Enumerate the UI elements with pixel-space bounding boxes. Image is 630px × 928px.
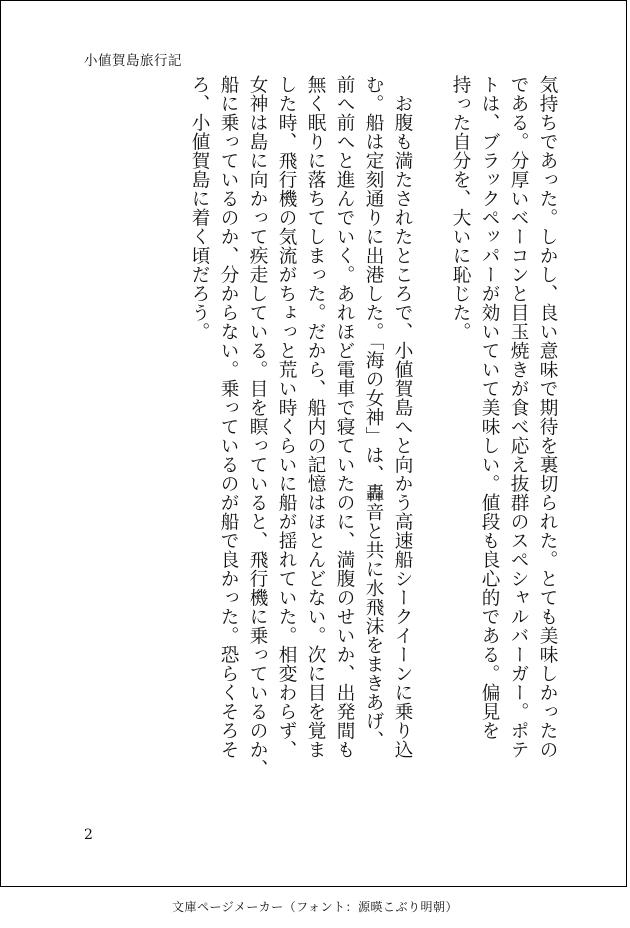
text-line: 気持ちであった。しかし、良い意味で期待を裏切られた。とても美味しかったの	[537, 75, 558, 759]
running-head-title: 小値賀島旅行記	[84, 53, 182, 69]
text-line: お腹も満たされたところで、小値賀島へと向かう高速船シークイーンに乗り込	[392, 75, 413, 759]
text-line: ろ、小値賀島に着く頃だろう。	[189, 75, 210, 341]
text-line: した時、飛行機の気流がちょっと荒い時くらいに船が揺れていた。相変わらず、	[276, 75, 297, 759]
text-line: 持った自分を、大いに恥じた。	[450, 75, 471, 341]
text-line: 女神は島に向かって疾走している。目を瞑っていると、飛行機に乗っているのか、	[247, 75, 268, 778]
text-line: である。分厚いベーコンと目玉焼きが食べ応え抜群のスペシャルバーガー。ポテ	[508, 75, 529, 759]
page-number: 2	[84, 827, 93, 843]
text-line: 船に乗っているのか、分からない。乗っているのが船で良かった。恐らくそろそ	[218, 75, 239, 759]
vertical-text-body	[151, 75, 559, 778]
footer-credit: 文庫ページメーカー（フォント：源暎こぶり明朝）	[171, 900, 459, 914]
text-line: む。船は定刻通りに出港した。「海の女神」は、轟音と共に水飛沫をまきあげ、	[363, 75, 384, 750]
text-line: 無く眠りに落ちてしまった。だから、船内の記憶はほとんどない。次に目を覚ま	[305, 75, 326, 759]
text-line: トは、ブラックペッパーが効いていて美味しい。値段も良心的である。偏見を	[479, 75, 500, 740]
text-line: 前へ前へと進んでいく。あれほど電車で寝ていたのに、満腹のせいか、出発間も	[334, 75, 355, 759]
